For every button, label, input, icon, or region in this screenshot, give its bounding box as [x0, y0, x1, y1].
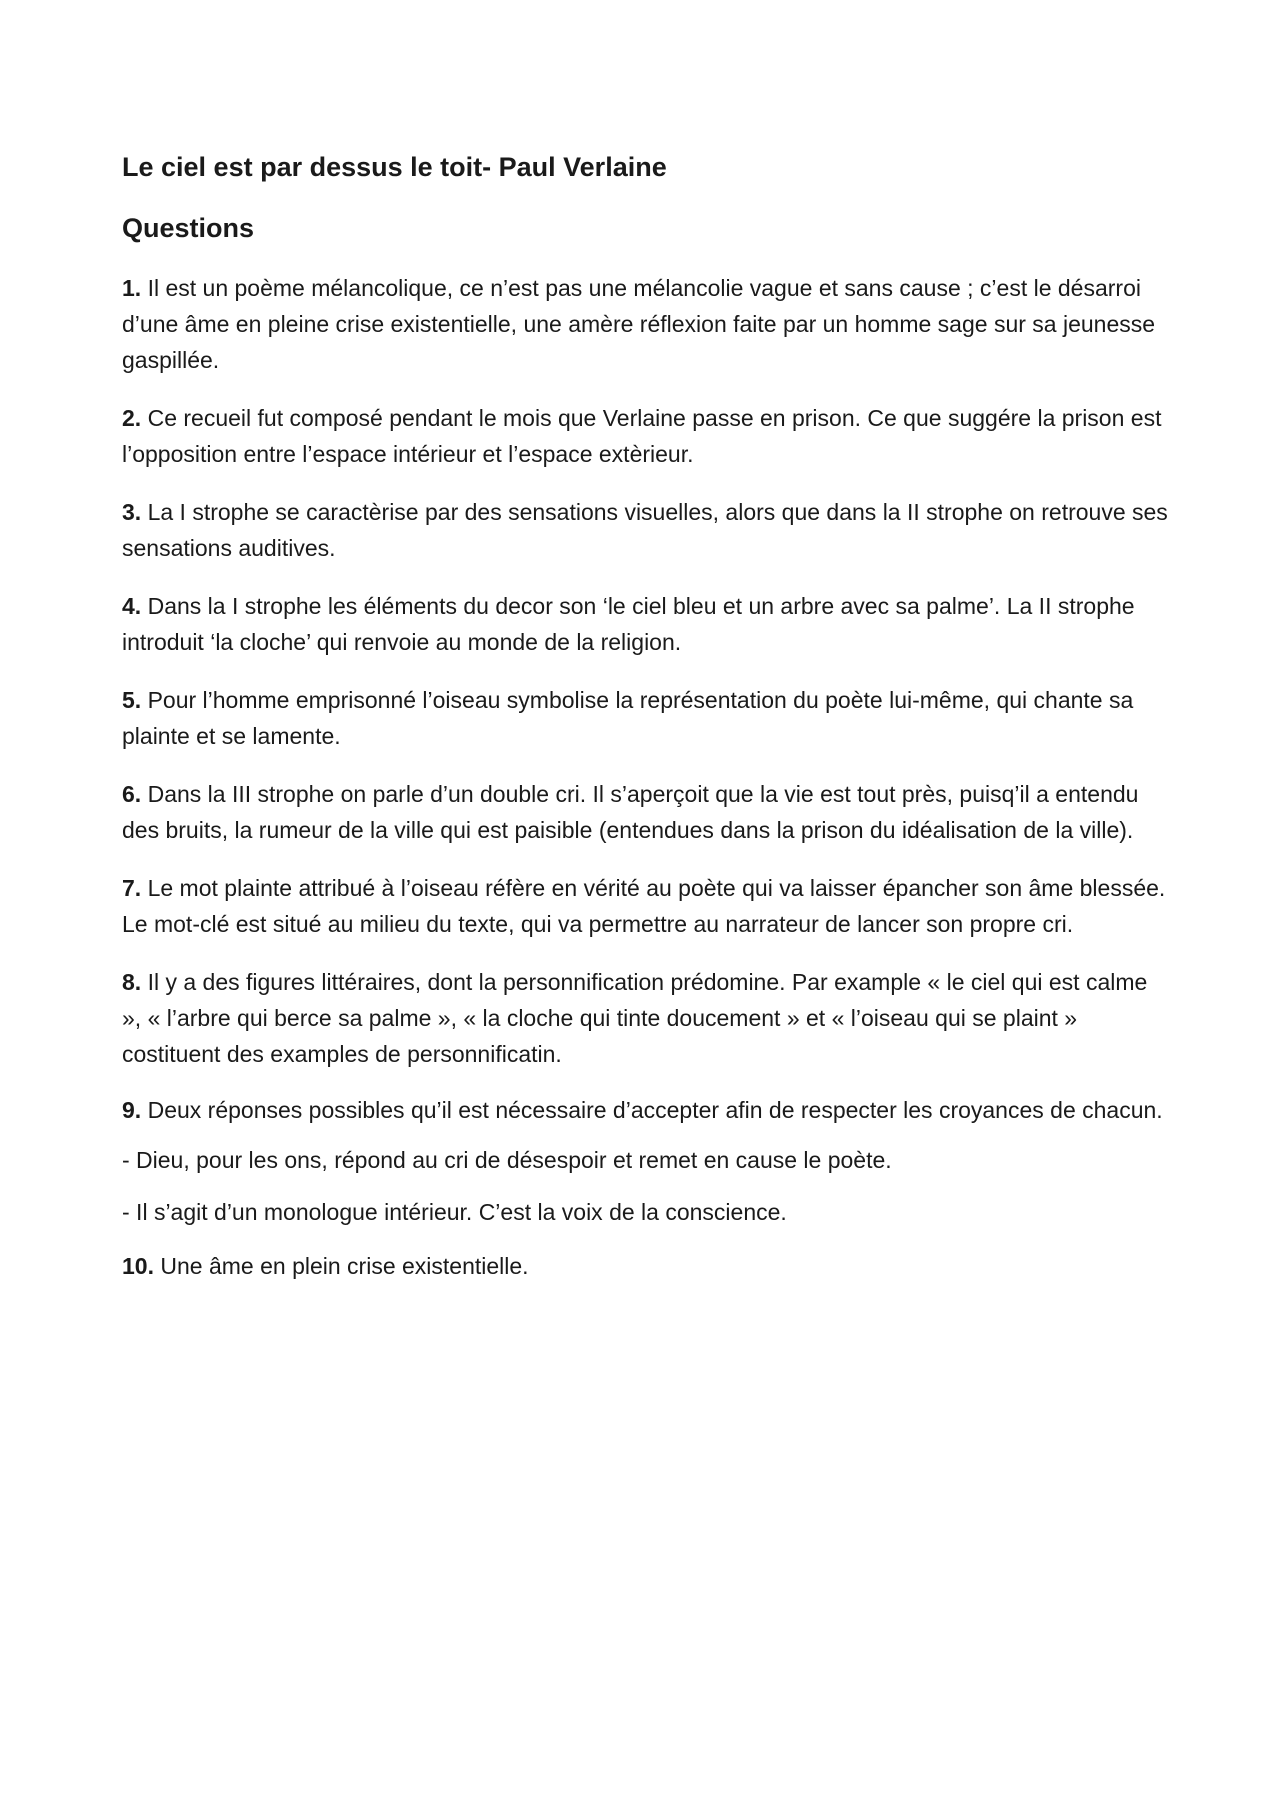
answer-9 — [122, 1094, 1172, 1126]
answer-text: Il y a des figures littéraires, dont la personnification prédomine. Par example « le ciel qui est calme », « l’arbre qui berce sa palme », « la cloche qui tinte doucement » et « l’oiseau qui se plaint » costituent des examples de personnificatin. — [122, 969, 1148, 1068]
document-title: Le ciel est par dessus le toit- Paul Verlaine — [122, 152, 667, 182]
answer-3 — [122, 494, 1172, 566]
answer-text: Une âme en plein crise existentielle. — [153, 1253, 529, 1280]
answer-number: 2. — [122, 405, 142, 432]
answer-6 — [122, 776, 1172, 848]
answer-4 — [122, 588, 1172, 660]
answer-number: 7. — [122, 875, 142, 902]
answer-number: 4. — [122, 593, 142, 620]
answer-number: 5. — [122, 687, 142, 714]
answer-text: Ce recueil fut composé pendant le mois que Verlaine passe en prison. Ce que suggére la prison est l’opposition entre l’espace intérieur et l’espace extèrieur. — [122, 405, 1162, 468]
answer-text: Pour l’homme emprisonné l’oiseau symbolise la représentation du poète lui-même, qui chante sa plainte et se lamente. — [122, 687, 1134, 750]
answer-10 — [122, 1248, 1172, 1284]
answer-text: Dans la III strophe on parle d’un double cri. Il s’aperçoit que la vie est tout près, puisq’il a entendu des bruits, la rumeur de la ville qui est paisible (entendues dans la prison du idéalisation de la ville). — [122, 781, 1139, 844]
answer-7 — [122, 870, 1172, 942]
bullet-item-1: - Dieu, pour les ons, répond au cri de désespoir et remet en cause le poète. — [122, 1147, 892, 1174]
answer-text: Le mot plainte attribué à l’oiseau réfère en vérité au poète qui va laisser épancher son âme blessée. Le mot-clé est situé au milieu du texte, qui va permettre au narrateur de lancer son propre cri. — [122, 875, 1166, 938]
answer-number: 8. — [122, 969, 142, 996]
document-page — [122, 150, 1172, 1306]
answer-text: Deux réponses possibles qu’il est nécessaire d’accepter afin de respecter les croyances de chacun. — [141, 1097, 1163, 1124]
answer-8 — [122, 964, 1172, 1072]
answer-2 — [122, 400, 1172, 472]
answer-1 — [122, 270, 1172, 378]
answer-text: Il est un poème mélancolique, ce n’est pas une mélancolie vague et sans cause ; c’est le désarroi d’une âme en pleine crise existentielle, une amère réflexion faite par un homme sage sur sa jeunesse gaspillée. — [122, 275, 1156, 374]
answer-text: Dans la I strophe les éléments du decor son ‘le ciel bleu et un arbre avec sa palme’. La II strophe introduit ‘la cloche’ qui renvoie au monde de la religion. — [122, 593, 1135, 656]
answer-number: 6. — [122, 781, 142, 808]
answer-number: 10. — [122, 1253, 154, 1280]
bullet-item-2: - Il s’agit d’un monologue intérieur. C’est la voix de la conscience. — [122, 1199, 787, 1226]
answer-number: 9. — [122, 1097, 142, 1124]
section-title: Questions — [122, 213, 255, 244]
answer-text: La I strophe se caractèrise par des sensations visuelles, alors que dans la II strophe on retrouve ses sensations auditives. — [122, 499, 1168, 562]
answer-number: 1. — [122, 275, 142, 302]
answer-5 — [122, 682, 1172, 754]
answer-number: 3. — [122, 499, 142, 526]
